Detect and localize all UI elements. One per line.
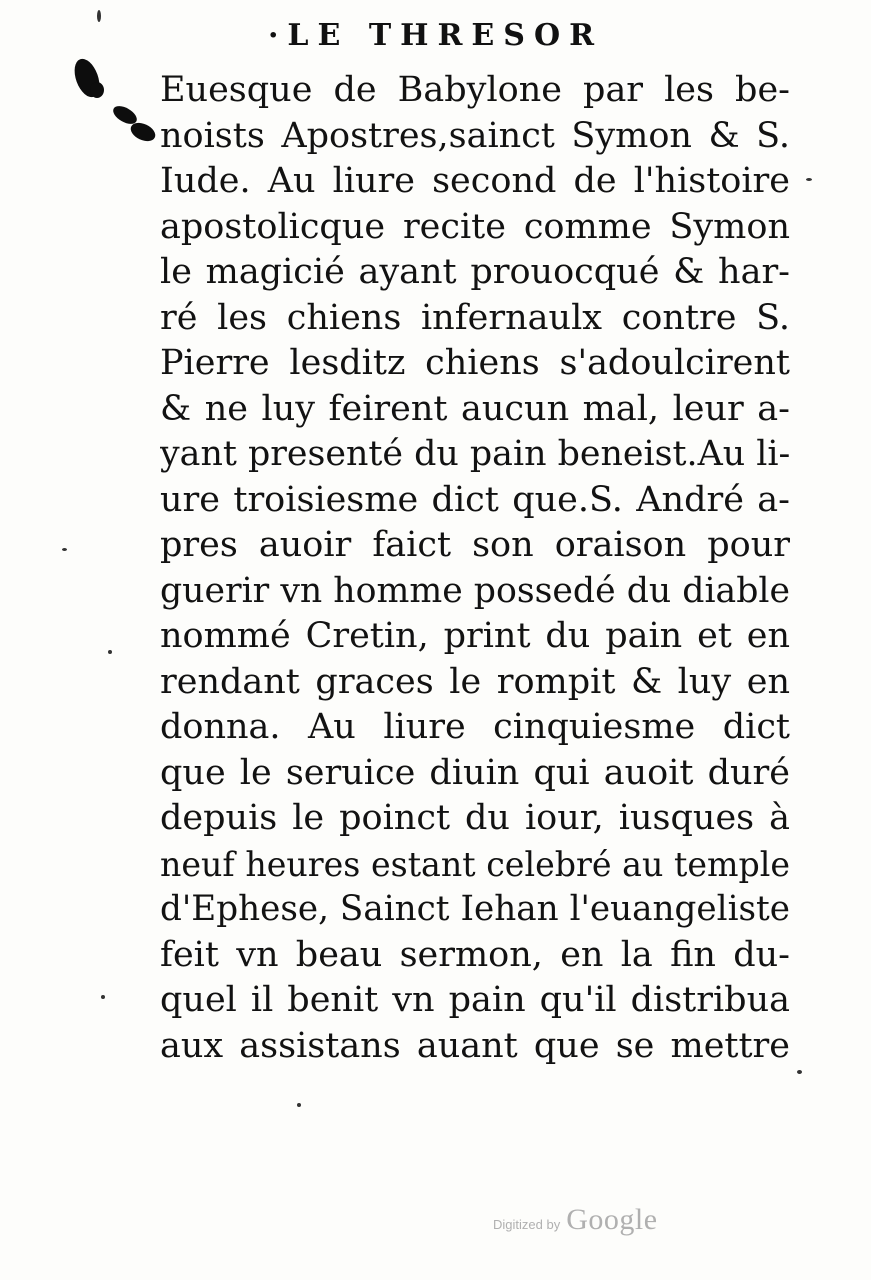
ink-speck (297, 1103, 301, 1107)
text-line: d'Ephese, Sainct Iehan l'euangeliste (160, 889, 790, 929)
running-head: ·LE THRESOR (267, 18, 604, 53)
text-line: le magicié ayant prouocqué & har- (160, 252, 790, 292)
ink-speck (101, 995, 105, 999)
ink-speck (97, 10, 101, 22)
text-line: noists Apostres,sainct Symon & S. (160, 115, 790, 156)
text-line: neuf heures estant celebré au temple (160, 844, 790, 884)
text-line: rendant graces le rompit & luy en (160, 661, 790, 702)
text-line: quel il benit vn pain qu'il distribua (160, 980, 790, 1020)
text-line: donna. Au liure cinquiesme dict (160, 707, 790, 747)
watermark-logo-text: Google (566, 1203, 658, 1236)
text-line: nommé Cretin, print du pain et en (160, 616, 790, 656)
text-line: & ne luy feirent aucun mal, leur a- (160, 388, 790, 429)
ink-blot (90, 82, 104, 98)
text-line: que le seruice diuin qui auoit duré (160, 752, 790, 793)
watermark-small-text: Digitized by (493, 1217, 561, 1232)
text-line: depuis le poinct du iour, iusques à (160, 798, 790, 838)
body-text (160, 68, 790, 1069)
text-line: ure troisiesme dict que.S. André a- (160, 479, 790, 520)
text-line: feit vn beau sermon, en la fin du- (160, 934, 790, 975)
text-line: Pierre lesditz chiens s'adoulcirent (160, 343, 790, 383)
text-line: pres auoir faict son oraison pour (160, 525, 790, 565)
text-line: aux assistans auant que se mettre (160, 1025, 790, 1066)
text-line: Euesque de Babylone par les be- (160, 70, 790, 110)
digitized-watermark (493, 1203, 658, 1237)
ink-speck (806, 178, 812, 181)
text-line: apostolicque recite comme Symon (160, 206, 790, 247)
ink-blot (128, 119, 158, 144)
text-line: guerir vn homme possedé du diable (160, 570, 790, 611)
text-line: yant presenté du pain beneist.Au li- (160, 434, 790, 474)
ink-speck (797, 1070, 802, 1074)
ink-speck (62, 548, 67, 551)
ink-speck (108, 650, 112, 654)
text-line: Iude. Au liure second de l'histoire (160, 161, 790, 201)
text-line: ré les chiens infernaulx contre S. (160, 297, 790, 338)
